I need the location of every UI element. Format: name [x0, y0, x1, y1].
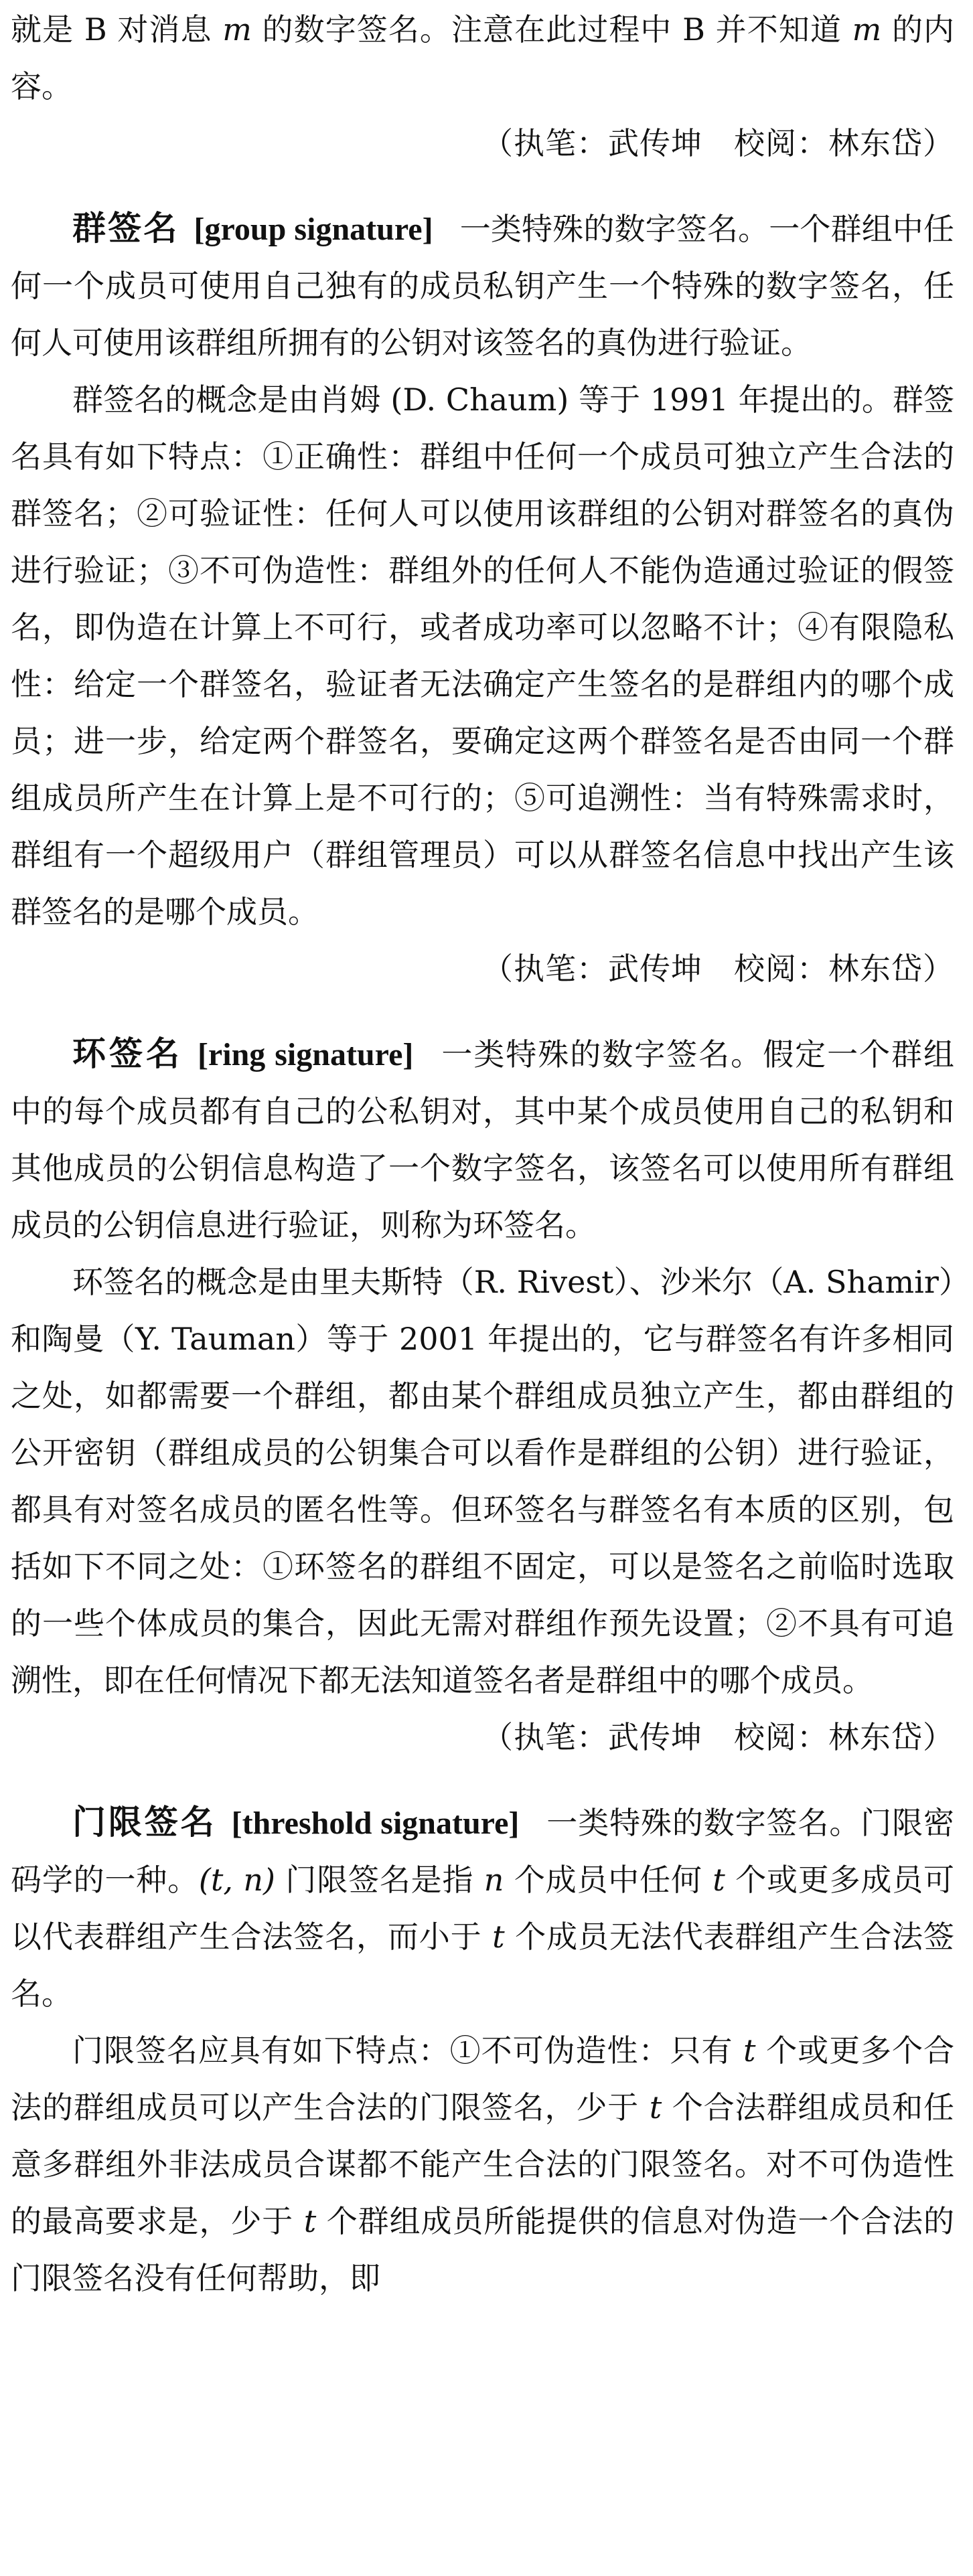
entry-body: 群签名的概念是由肖姆 (D. Chaum) 等于 1991 年提出的。群签名具有如下特点：①正确性：群组中任何一个成员可独立产生合法的群签名；②可验证性：任何人可以使用该群组的公钥对群签名的真伪进行验证；③不可伪造性：群组外的任何人不能伪造通过验证的假签名，即伪造在计算上不可行，或者成功率可以忽略不计；④有限隐私性：给定一个群签名，验证者无法确定产生签名的是群组内的哪个成员；进一步，给定两个群签名，要确定这两个群签名是否由同一个群组成员所产生在计算上是不可行的；⑤可追溯性：当有特殊需求时，群组有一个超级用户（群组管理员）可以从群签名信息中找出产生该群签名的是哪个成员。: [11, 382, 954, 930]
entry-body-text: 门限签名应具有如下特点：①不可伪造性：只有: [72, 2032, 744, 2069]
entry-definition-text: 一类特殊的数字签名。门限密码学的一种。: [11, 1805, 955, 1898]
math-var-t: t: [743, 2032, 756, 2069]
entry-english-term: [group signature]: [194, 212, 433, 247]
math-var-n: n: [483, 1862, 504, 1898]
entry-term: 环签名: [72, 1034, 183, 1073]
intro-text: 的数字签名。注意在此过程中 B 并不知道: [251, 11, 852, 48]
math-var-t: t: [713, 1862, 725, 1898]
entry-definition-text: 一类特殊的数字签名。假定一个群组中的每个成员都有自己的公私钥对，其中某个成员使用自己的私钥和其他成员的公钥信息构造了一个数字签名，该签名可以使用所有群组成员的公钥信息进行验证，则称为环签名。: [11, 1036, 955, 1243]
entry-definition: [11, 1026, 954, 1254]
intro-text: 就是 B 对消息: [11, 11, 223, 48]
entry-body: 环签名的概念是由里夫斯特（R. Rivest）、沙米尔（A. Shamir）和陶曼（Y. Tauman）等于 2001 年提出的，它与群签名有许多相同之处，如都需要一个群组，都由某个群组成员独立产生，都由群组的公开密钥（群组成员的公钥集合可以看作是群组的公钥）进行验证，都具有对签名成员的匿名性等。但环签名与群签名有本质的区别，包括如下不同之处：①环签名的群组不固定，可以是签名之前临时选取的一些个体成员的集合，因此无需对群组作预先设置；②不具有可追溯性，即在任何情况下都无法知道签名者是群组中的哪个成员。: [11, 1264, 954, 1698]
intro-paragraph: [11, 1, 954, 115]
intro-credit: （执笔：武传坤 校阅：林东岱）: [482, 125, 954, 161]
entry-group-signature: [11, 200, 954, 997]
entry-body-text: 个合法群组成员和任意多群组外非法成员合谋都不能产生合法的门限签名。对不可伪造性的最高要求是，少于: [11, 2089, 955, 2239]
math-var-t: t: [649, 2089, 662, 2125]
math-var-m: m: [222, 11, 252, 48]
document-page: [0, 1, 973, 2576]
entry-term: 门限签名: [72, 1803, 217, 1842]
entry-definition-text: 个成员中任何: [504, 1862, 713, 1898]
entry-body: [11, 2022, 954, 2307]
entry-definition: [11, 200, 954, 372]
entry-english-term: [ring signature]: [197, 1037, 414, 1072]
math-var-t: t: [492, 1919, 505, 1955]
math-tuple-t-n: (t, n): [198, 1862, 275, 1898]
entry-ring-signature: [11, 1026, 954, 1766]
entry-definition-text: 个或更多成员可以代表群组产生合法签名，而小于: [11, 1862, 955, 1955]
entry-definition-text: 一类特殊的数字签名。一个群组中任何一个成员可使用自己独有的成员私钥产生一个特殊的数字签名，任何人可使用该群组所拥有的公钥对该签名的真伪进行验证。: [11, 211, 955, 361]
entry-definition-text: 个成员无法代表群组产生合法签名。: [11, 1919, 954, 2012]
entry-credit: （执笔：武传坤 校阅：林东岱）: [482, 1719, 954, 1755]
entry-definition-text: 门限签名是指: [275, 1862, 484, 1898]
intro-text: 的内容。: [11, 11, 955, 104]
entry-body-text: 个或更多个合法的群组成员可以产生合法的门限签名，少于: [11, 2032, 955, 2125]
entry-definition: [11, 1794, 954, 2022]
entry-threshold-signature: [11, 1794, 954, 2307]
entry-term: 群签名: [72, 209, 179, 248]
entry-credit: （执笔：武传坤 校阅：林东岱）: [482, 951, 954, 987]
math-var-t: t: [303, 2203, 317, 2239]
entry-english-term: [threshold signature]: [231, 1805, 520, 1841]
entry-body-text: 个群组成员所能提供的信息对伪造一个合法的门限签名没有任何帮助，即: [11, 2203, 955, 2296]
math-var-m: m: [852, 11, 882, 48]
